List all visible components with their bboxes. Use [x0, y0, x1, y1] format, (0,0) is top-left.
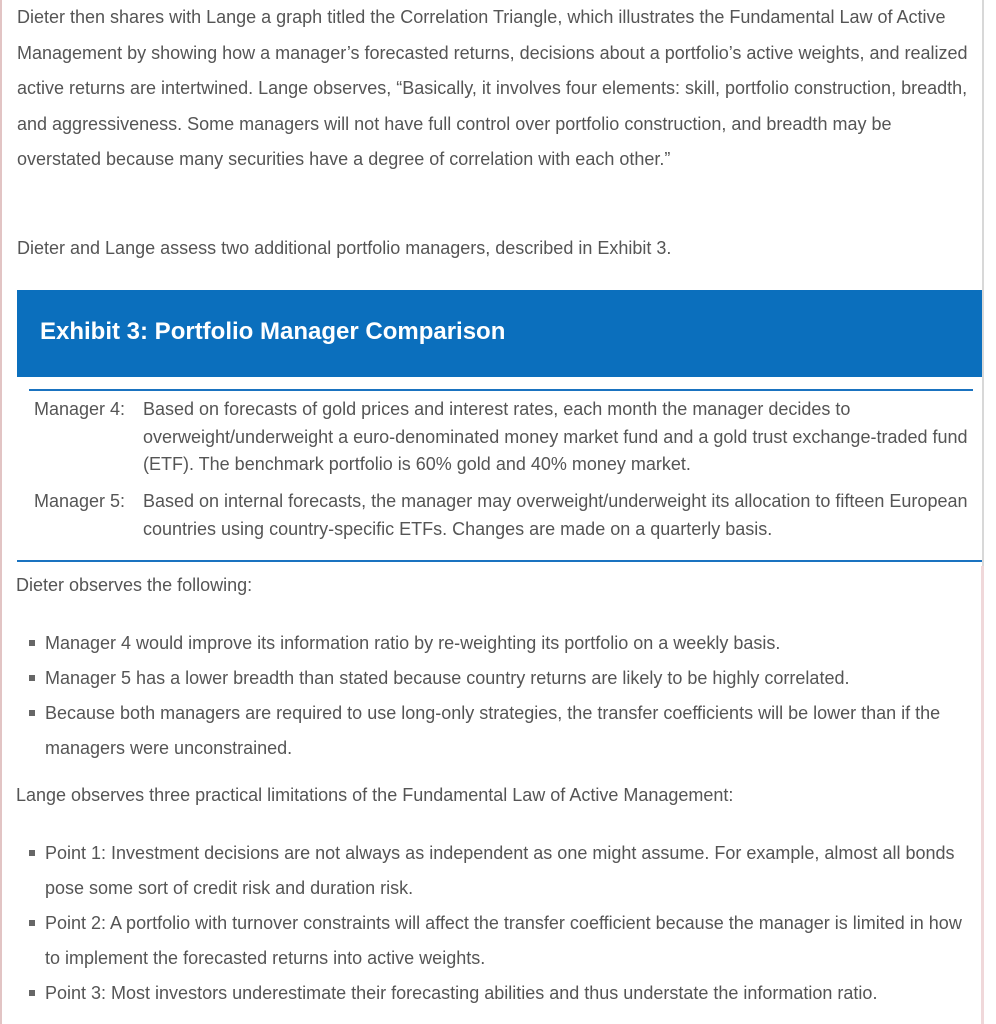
list-item-text: Point 3: Most investors underestimate their forecasting abilities and thus understate the information ratio. — [45, 983, 878, 1003]
dieter-observations-intro: Dieter observes the following: — [16, 575, 253, 595]
manager-label: Manager 4: — [34, 399, 126, 419]
manager-description: Based on forecasts of gold prices and interest rates, each month the manager decides to overweight/underweight a euro-denominated money market fund and a gold trust exchange-traded fund (ETF). The benchmark portfolio is 60% gold and 40% money market. — [143, 399, 968, 474]
exhibit-row-manager-4 — [34, 396, 974, 479]
exhibit-bottom-rule — [17, 560, 982, 562]
intro-paragraph-correlation-triangle: Dieter then shares with Lange a graph titled the Correlation Triangle, which illustrates the Fundamental Law of Active Management by showing how a manager’s forecasted returns, decisions about a portfolio’s active weights, and realized active returns are intertwined. Lange observes, “Basically, it involves four elements: skill, portfolio construction, breadth, and aggressiveness. Some managers will not have full control over portfolio construction, and breadth may be overstated because many securities have a degree of correlation with each other.” — [17, 7, 968, 169]
list-item-text: Point 2: A portfolio with turnover constraints will affect the transfer coefficient because the manager is limited in how to implement the forecasted returns into active weights. — [45, 913, 962, 968]
intro-paragraph-exhibit-reference: Dieter and Lange assess two additional portfolio managers, described in Exhibit 3. — [17, 238, 672, 258]
list-item — [26, 626, 976, 661]
list-item-text: Manager 5 has a lower breadth than stated because country returns are likely to be highly correlated. — [45, 668, 850, 688]
square-bullet-icon — [29, 990, 35, 996]
list-item-text: Manager 4 would improve its information ratio by re-weighting its portfolio on a weekly basis. — [45, 633, 781, 653]
lange-observations-intro: Lange observes three practical limitations of the Fundamental Law of Active Management: — [16, 785, 734, 805]
manager-description: Based on internal forecasts, the manager may overweight/underweight its allocation to fifteen European countries using country-specific ETFs. Changes are made on a quarterly basis. — [143, 491, 968, 539]
exhibit-title: Exhibit 3: Portfolio Manager Comparison — [40, 318, 506, 345]
dieter-observations-list — [26, 626, 976, 766]
list-item — [26, 661, 976, 696]
exhibit-header — [17, 290, 982, 377]
square-bullet-icon — [29, 710, 35, 716]
list-item — [26, 696, 976, 766]
square-bullet-icon — [29, 640, 35, 646]
list-item-text: Point 1: Investment decisions are not always as independent as one might assume. For example, almost all bonds pose some sort of credit risk and duration risk. — [45, 843, 955, 898]
square-bullet-icon — [29, 920, 35, 926]
square-bullet-icon — [29, 675, 35, 681]
manager-label: Manager 5: — [34, 491, 126, 511]
square-bullet-icon — [29, 850, 35, 856]
list-item — [26, 906, 976, 976]
lange-observations-list — [26, 836, 976, 1011]
list-item-text: Because both managers are required to use long-only strategies, the transfer coefficients will be lower than if the managers were unconstrained. — [45, 703, 941, 758]
exhibit-top-rule — [29, 389, 973, 391]
exhibit-row-manager-5 — [34, 488, 974, 543]
list-item — [26, 976, 976, 1011]
list-item — [26, 836, 976, 906]
